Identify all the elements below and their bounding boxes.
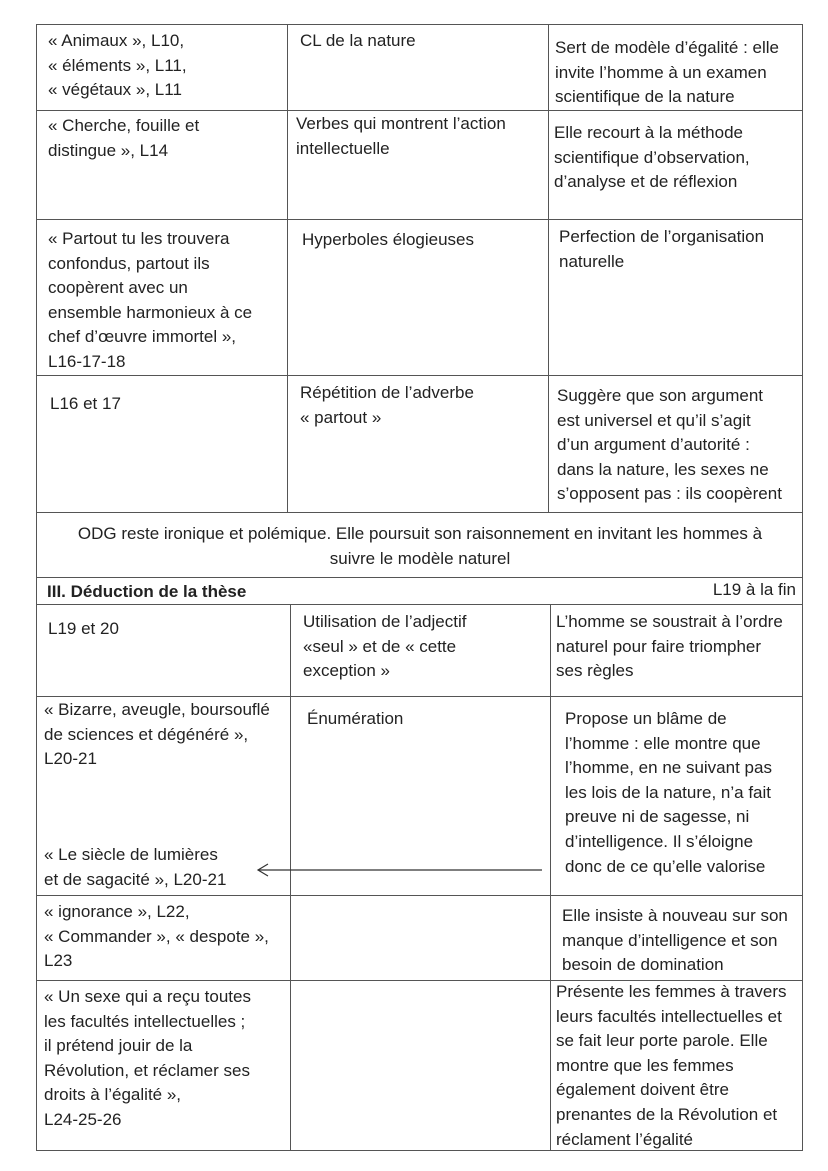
technique-cell: CL de la nature bbox=[300, 31, 416, 50]
quote-cell: L19 et 20 bbox=[48, 619, 119, 638]
quote-cell-lumieres: « Le siècle de lumières et de sagacité », L20-21 bbox=[44, 845, 227, 889]
row-divider bbox=[36, 512, 803, 513]
row-divider bbox=[36, 110, 803, 111]
row-divider bbox=[36, 219, 803, 220]
quote-cell: « Un sexe qui a reçu toutes les facultés intellectuelles ; il prétend jouir de la Révolution, et réclamer ses droits à l’égalité », L24-25-26 bbox=[44, 987, 251, 1129]
quote-cell: « ignorance », L22, « Commander », « despote », L23 bbox=[44, 902, 269, 971]
technique-cell: Répétition de l’adverbe « partout » bbox=[300, 383, 474, 427]
row-divider bbox=[36, 375, 803, 376]
interpretation-cell: Elle recourt à la méthode scientifique d’observation, d’analyse et de réflexion bbox=[554, 123, 750, 192]
row-divider bbox=[36, 577, 803, 578]
interpretation-cell: L’homme se soustrait à l’ordre naturel pour faire triompher ses règles bbox=[556, 612, 783, 681]
interpretation-cell: Elle insiste à nouveau sur son manque d’intelligence et son besoin de domination bbox=[562, 906, 788, 975]
section-range: L19 à la fin bbox=[712, 580, 796, 599]
quote-cell: « Cherche, fouille et distingue », L14 bbox=[48, 116, 200, 160]
table-top-border bbox=[36, 24, 803, 25]
table-left-border bbox=[36, 24, 37, 1151]
quote-cell: L16 et 17 bbox=[50, 394, 121, 413]
interpretation-cell: Perfection de l’organisation naturelle bbox=[559, 227, 765, 271]
column-divider bbox=[287, 24, 288, 513]
interpretation-cell: Sert de modèle d’égalité : elle invite l’homme à un examen scientifique de la nature bbox=[555, 38, 779, 107]
section-title: III. Déduction de la thèse bbox=[47, 582, 247, 601]
technique-cell: Hyperboles élogieuses bbox=[302, 230, 474, 249]
row-divider bbox=[36, 895, 803, 896]
quote-cell: « Animaux », L10, « éléments », L11, « végétaux », L11 bbox=[48, 31, 187, 100]
row-divider bbox=[36, 696, 803, 697]
technique-cell: Énumération bbox=[307, 709, 404, 728]
summary-text: ODG reste ironique et polémique. Elle poursuit son raisonnement en invitant les hommes à suivre le modèle naturel bbox=[77, 524, 763, 568]
interpretation-cell: Propose un blâme de l’homme : elle montre que l’homme, en ne suivant pas les lois de la nature, n’a fait preuve ni de sagesse, ni d’intelligence. Il s’éloigne donc de ce qu’elle valorise bbox=[565, 709, 772, 876]
technique-cell: Verbes qui montrent l’action intellectuelle bbox=[296, 114, 506, 158]
table-right-border bbox=[802, 24, 803, 1151]
technique-cell: Utilisation de l’adjectif «seul » et de « cette exception » bbox=[303, 612, 467, 681]
interpretation-cell: Suggère que son argument est universel et qu’il s’agit d’un argument d’autorité : dans la nature, les sexes ne s’opposent pas : ils coopèrent bbox=[557, 386, 782, 504]
quote-cell: « Partout tu les trouvera confondus, partout ils coopèrent avec un ensemble harmonieux à ce chef d’œuvre immortel », L16-17-18 bbox=[48, 229, 253, 371]
column-divider bbox=[548, 24, 549, 513]
quote-cell: « Bizarre, aveugle, boursouflé de sciences et dégénéré », L20-21 bbox=[44, 700, 270, 769]
arrow-left-icon bbox=[252, 861, 552, 881]
interpretation-cell: Présente les femmes à travers leurs facultés intellectuelles et se fait leur porte parole. Elle montre que les femmes également doivent être prenantes de la Révolution et réclament l’égalité bbox=[556, 982, 787, 1149]
